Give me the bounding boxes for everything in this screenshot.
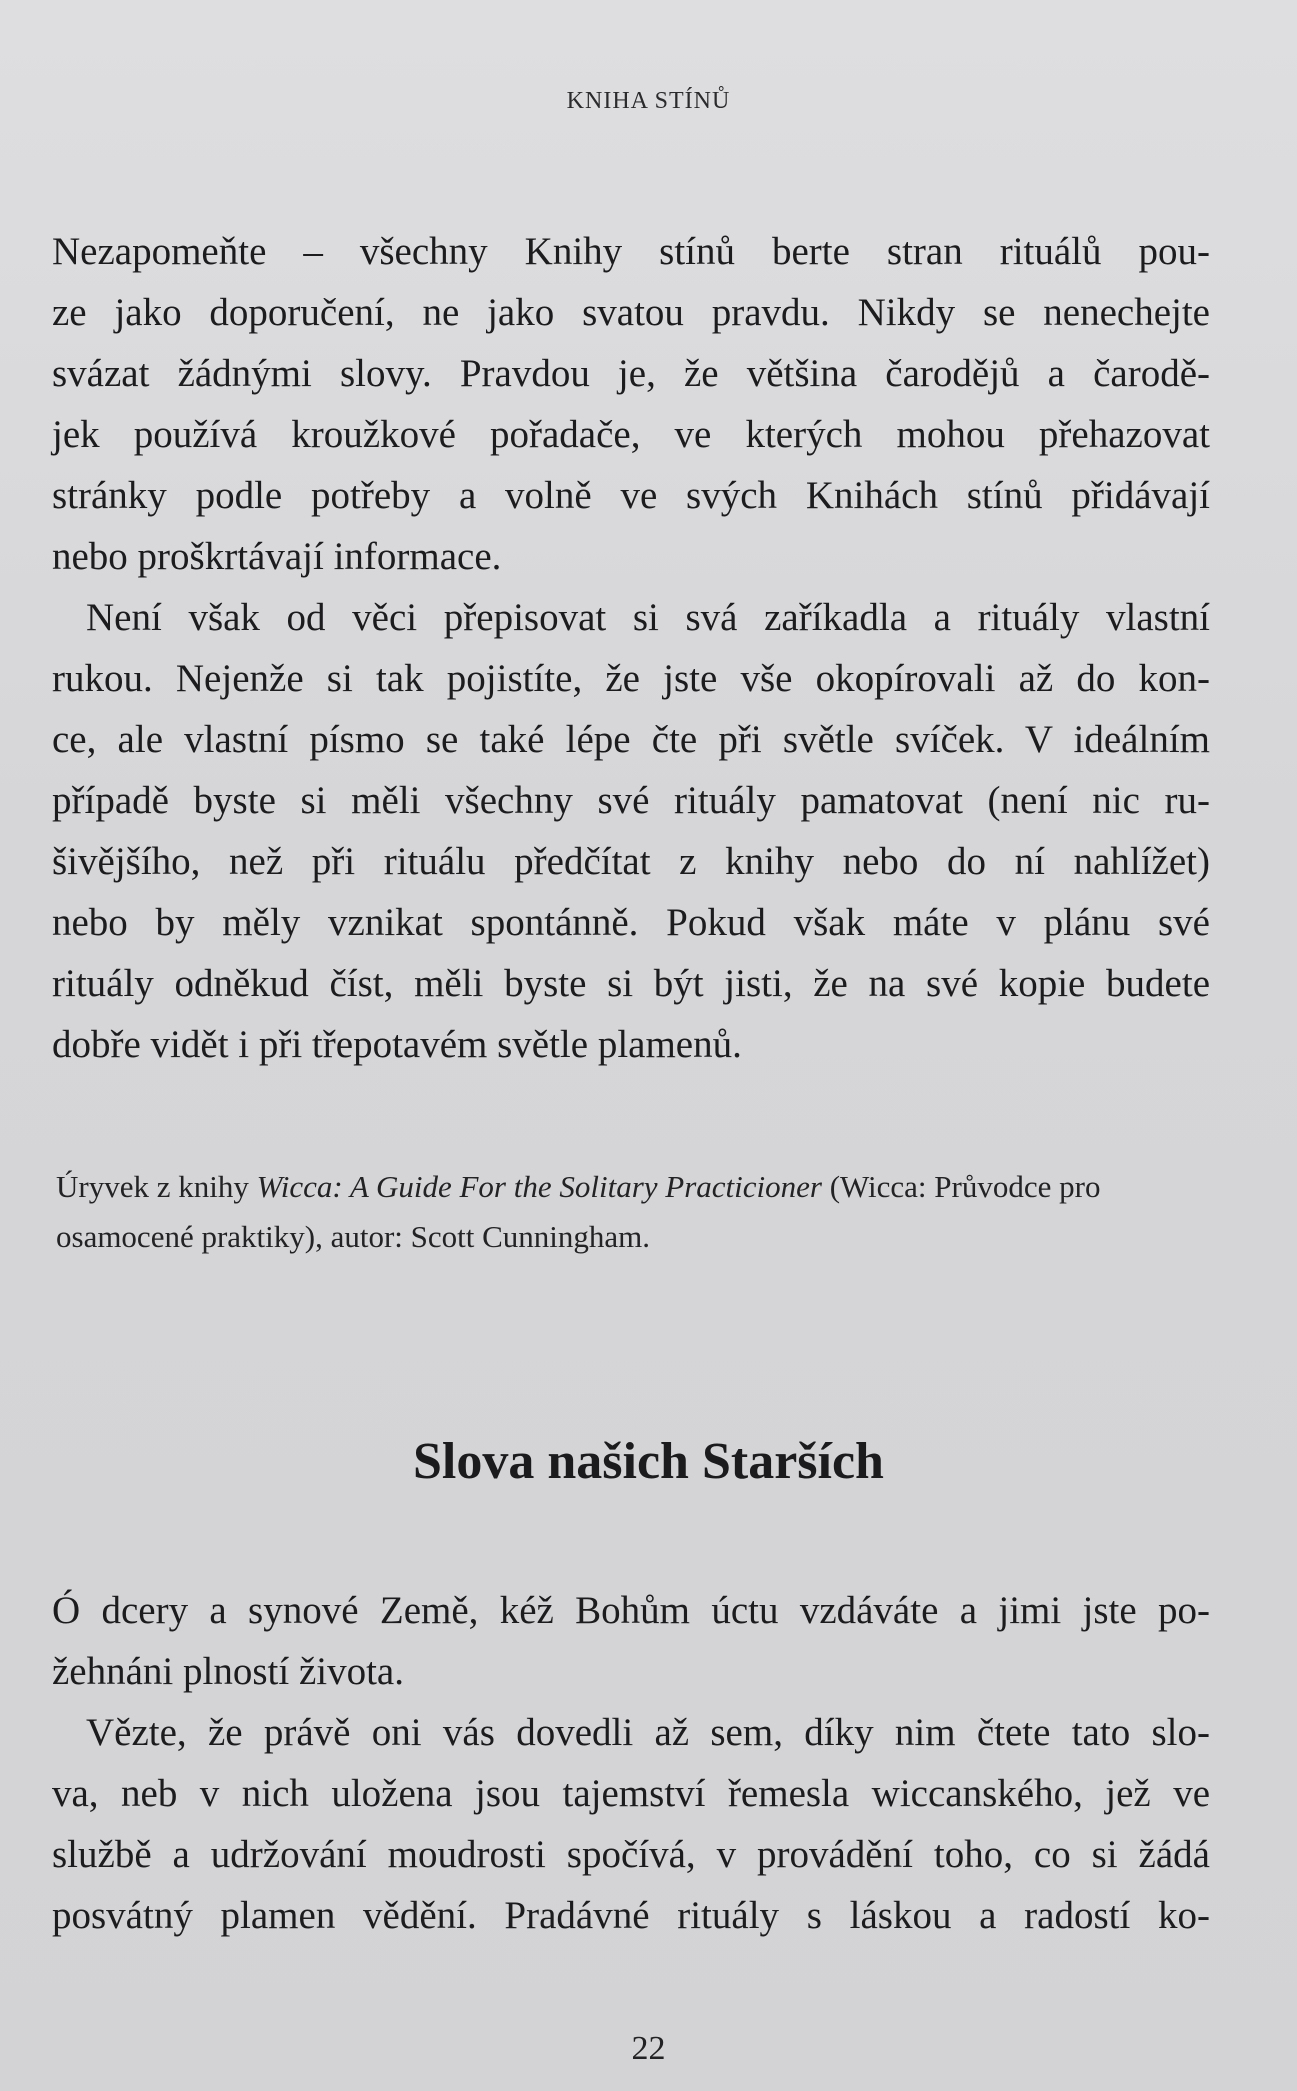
second-paragraph-2-line-3: službě a udržování moudrosti spočívá, v provádění toho, co si žádá	[52, 1833, 1210, 1876]
second-paragraph-1	[52, 1580, 1210, 1702]
paragraph-2-line-4: případě byste si měli všechny své rituály pamatovat (není nic ru-	[52, 779, 1210, 822]
second-paragraph-2-line-1: Vězte, že právě oni vás dovedli až sem, díky nim čtete tato slo-	[86, 1711, 1210, 1754]
source-caption	[56, 1162, 1206, 1262]
paragraph-1-line-6: nebo proškrtávají informace.	[52, 535, 502, 578]
first-text-block	[52, 221, 1210, 1075]
paragraph-2-line-3: ce, ale vlastní písmo se také lépe čte při světle svíček. V ideálním	[52, 718, 1210, 761]
paragraph-2-line-1: Není však od věci přepisovat si svá zaříkadla a rituály vlastní	[86, 596, 1210, 639]
paragraph-2-line-8: dobře vidět i při třepotavém světle plamenů.	[52, 1023, 742, 1066]
second-paragraph-2	[52, 1702, 1210, 1946]
second-paragraph-1-line-1: Ó dcery a synové Země, kéž Bohům úctu vzdáváte a jimi jste po-	[52, 1589, 1210, 1632]
paragraph-1-line-1: Nezapomeňte – všechny Knihy stínů berte stran rituálů pou-	[52, 230, 1210, 273]
second-paragraph-1-line-2: žehnáni plností života.	[52, 1650, 404, 1693]
paragraph-1-line-4: jek používá kroužkové pořadače, ve kterých mohou přehazovat	[52, 413, 1210, 456]
paragraph-2-line-7: rituály odněkud číst, měli byste si být jisti, že na své kopie budete	[52, 962, 1210, 1005]
caption-line-2: osamocené praktiky), autor: Scott Cunningham.	[56, 1219, 651, 1254]
paragraph-1-line-5: stránky podle potřeby a volně ve svých Knihách stínů přidávají	[52, 474, 1210, 517]
second-paragraph-2-line-2: va, neb v nich uložena jsou tajemství řemesla wiccanského, jež ve	[52, 1772, 1210, 1815]
paragraph-1	[52, 221, 1210, 587]
caption-book-title: Wicca: A Guide For the Solitary Practicioner	[256, 1169, 822, 1204]
caption-suffix: (Wicca: Průvodce pro	[821, 1169, 1101, 1204]
caption-line-1	[56, 1162, 1206, 1212]
section-heading: Slova našich Starších	[413, 1433, 884, 1490]
second-paragraph-2-line-4: posvátný plamen vědění. Pradávné rituály s láskou a radostí ko-	[52, 1894, 1210, 1937]
paragraph-2-line-5: šivějšího, než při rituálu předčítat z knihy nebo do ní nahlížet)	[52, 840, 1210, 883]
second-text-block	[52, 1580, 1210, 1946]
paragraph-1-line-2: ze jako doporučení, ne jako svatou pravdu. Nikdy se nenechejte	[52, 291, 1210, 334]
paragraph-2-line-2: rukou. Nejenže si tak pojistíte, že jste vše okopírovali až do kon-	[52, 657, 1210, 700]
caption-prefix: Úryvek z knihy	[56, 1169, 257, 1204]
running-header: KNIHA STÍNŮ	[566, 88, 731, 114]
paragraph-2	[52, 587, 1210, 1075]
paragraph-2-line-6: nebo by měly vznikat spontánně. Pokud však máte v plánu své	[52, 901, 1210, 944]
page-number: 22	[631, 2030, 666, 2067]
paragraph-1-line-3: svázat žádnými slovy. Pravdou je, že většina čarodějů a čarodě-	[52, 352, 1210, 395]
